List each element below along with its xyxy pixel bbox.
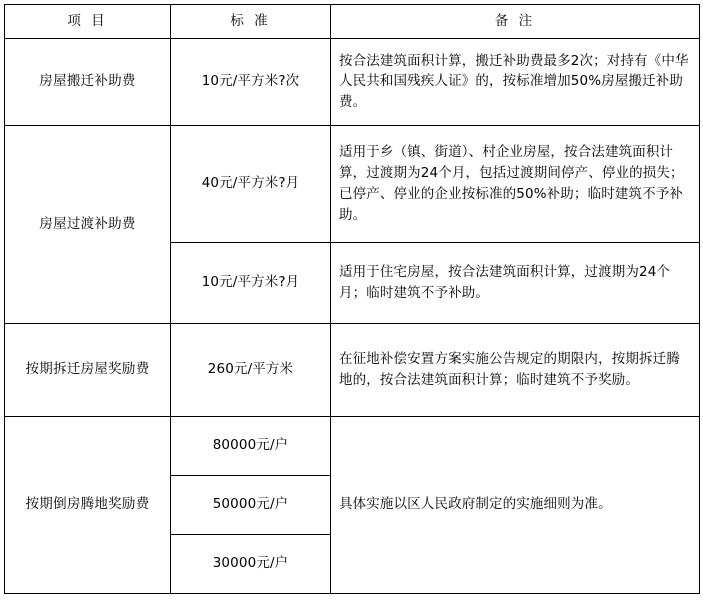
standard-cell-vacate-50000: 50000元/户 <box>171 475 331 534</box>
item-cell-ontime-demolition-award: 按期拆迁房屋奖励费 <box>5 323 171 416</box>
header-standard-label: 标 准 <box>230 13 271 29</box>
remark-cell-transition-enterprise: 适用于乡（镇、街道）、村企业房屋，按合法建筑面积计算，过渡期为24个月，包括过渡期间停产、停业的损失；已停产、停业的企业按标准的50%补助；临时建筑不予补助。 <box>331 125 700 242</box>
header-item-label: 项 目 <box>67 13 108 29</box>
header-cell-remark <box>331 5 700 39</box>
remark-cell-ontime-demolition-award: 在征地补偿安置方案实施公告规定的期限内，按期拆迁腾地的，按合法建筑面积计算；临时建筑不予奖励。 <box>331 323 700 416</box>
table-row <box>5 38 700 125</box>
standard-cell-transition-enterprise: 40元/平方米?月 <box>171 125 331 242</box>
header-remark-label: 备 注 <box>494 13 536 29</box>
table-row <box>5 416 700 475</box>
item-cell-ontime-vacate-award: 按期倒房腾地奖励费 <box>5 416 171 593</box>
header-cell-standard <box>171 5 331 39</box>
item-cell-transition-subsidy: 房屋过渡补助费 <box>5 125 171 323</box>
table-header-row <box>5 5 700 39</box>
remark-cell-ontime-vacate-award: 具体实施以区人民政府制定的实施细则为准。 <box>331 416 700 593</box>
table-row <box>5 323 700 416</box>
compensation-table <box>4 4 700 594</box>
table-row <box>5 125 700 242</box>
remark-cell-relocation-subsidy: 按合法建筑面积计算，搬迁补助费最多2次；对持有《中华人民共和国残疾人证》的，按标准增加50%房屋搬迁补助费。 <box>331 38 700 125</box>
remark-cell-transition-residential: 适用于住宅房屋，按合法建筑面积计算，过渡期为24个月；临时建筑不予补助。 <box>331 242 700 323</box>
standard-cell-relocation-subsidy: 10元/平方米?次 <box>171 38 331 125</box>
standard-cell-vacate-80000: 80000元/户 <box>171 416 331 475</box>
standard-cell-transition-residential: 10元/平方米?月 <box>171 242 331 323</box>
standard-cell-vacate-30000: 30000元/户 <box>171 534 331 593</box>
item-cell-relocation-subsidy: 房屋搬迁补助费 <box>5 38 171 125</box>
standard-cell-ontime-demolition-award: 260元/平方米 <box>171 323 331 416</box>
header-cell-item <box>5 5 171 39</box>
